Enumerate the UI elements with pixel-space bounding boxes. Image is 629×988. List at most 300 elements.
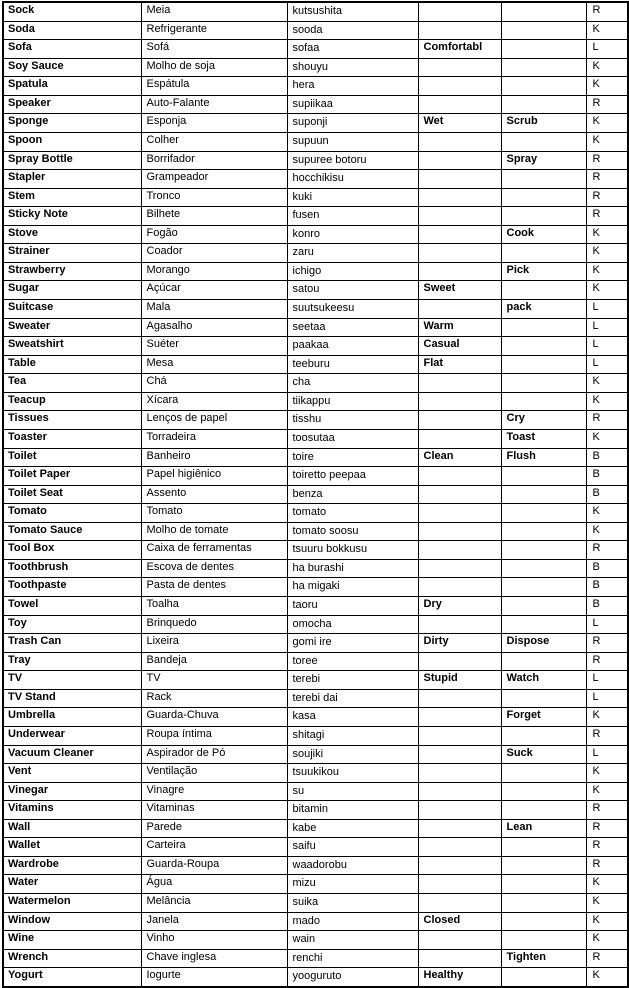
cell-category: K: [586, 392, 628, 411]
cell-verb: [501, 597, 586, 616]
cell-romaji: tsuuru bokkusu: [287, 541, 418, 560]
table-row: [3, 782, 628, 801]
cell-portuguese: Tomato: [141, 504, 287, 523]
cell-romaji: mado: [287, 912, 418, 931]
cell-english: Toaster: [3, 429, 141, 448]
cell-category: R: [586, 170, 628, 189]
cell-english: Vitamins: [3, 801, 141, 820]
cell-verb: Pick: [501, 262, 586, 281]
cell-category: K: [586, 262, 628, 281]
cell-romaji: toiretto peepaa: [287, 467, 418, 486]
cell-category: R: [586, 819, 628, 838]
cell-romaji: sofaa: [287, 40, 418, 59]
cell-english: Teacup: [3, 392, 141, 411]
table-row: [3, 374, 628, 393]
cell-category: L: [586, 40, 628, 59]
table-row: [3, 968, 628, 987]
cell-category: R: [586, 856, 628, 875]
cell-adjective: [418, 782, 501, 801]
cell-category: R: [586, 95, 628, 114]
table-row: [3, 151, 628, 170]
cell-adjective: [418, 132, 501, 151]
cell-category: K: [586, 21, 628, 40]
cell-portuguese: Pasta de dentes: [141, 578, 287, 597]
cell-romaji: yooguruto: [287, 968, 418, 987]
cell-verb: Scrub: [501, 114, 586, 133]
cell-portuguese: Torradeira: [141, 429, 287, 448]
cell-portuguese: Parede: [141, 819, 287, 838]
table-row: [3, 597, 628, 616]
cell-verb: Tighten: [501, 949, 586, 968]
cell-romaji: supuree botoru: [287, 151, 418, 170]
cell-english: Wrench: [3, 949, 141, 968]
cell-verb: [501, 801, 586, 820]
cell-category: R: [586, 151, 628, 170]
table-row: [3, 448, 628, 467]
cell-verb: pack: [501, 300, 586, 319]
cell-romaji: benza: [287, 485, 418, 504]
cell-verb: [501, 58, 586, 77]
table-row: [3, 504, 628, 523]
cell-english: Sweater: [3, 318, 141, 337]
cell-romaji: mizu: [287, 875, 418, 894]
cell-english: Speaker: [3, 95, 141, 114]
cell-adjective: [418, 615, 501, 634]
cell-portuguese: Vinagre: [141, 782, 287, 801]
table-row: [3, 244, 628, 263]
cell-english: Umbrella: [3, 708, 141, 727]
cell-adjective: [418, 411, 501, 430]
cell-adjective: [418, 2, 501, 21]
cell-adjective: [418, 819, 501, 838]
cell-romaji: hocchikisu: [287, 170, 418, 189]
cell-category: R: [586, 411, 628, 430]
cell-category: K: [586, 968, 628, 987]
cell-romaji: cha: [287, 374, 418, 393]
cell-english: Toothpaste: [3, 578, 141, 597]
cell-category: K: [586, 281, 628, 300]
cell-portuguese: Bilhete: [141, 207, 287, 226]
cell-verb: Cook: [501, 225, 586, 244]
cell-english: Tissues: [3, 411, 141, 430]
cell-adjective: [418, 949, 501, 968]
cell-adjective: [418, 77, 501, 96]
cell-verb: [501, 689, 586, 708]
cell-adjective: [418, 726, 501, 745]
cell-adjective: [418, 188, 501, 207]
cell-adjective: [418, 708, 501, 727]
table-row: [3, 708, 628, 727]
cell-romaji: kabe: [287, 819, 418, 838]
cell-english: Sugar: [3, 281, 141, 300]
cell-category: K: [586, 931, 628, 950]
table-row: [3, 411, 628, 430]
cell-portuguese: Xícara: [141, 392, 287, 411]
cell-verb: [501, 968, 586, 987]
cell-verb: [501, 467, 586, 486]
cell-portuguese: Meia: [141, 2, 287, 21]
cell-romaji: kutsushita: [287, 2, 418, 21]
cell-romaji: paakaa: [287, 337, 418, 356]
cell-verb: [501, 894, 586, 913]
table-row: [3, 188, 628, 207]
cell-english: Table: [3, 355, 141, 374]
table-row: [3, 170, 628, 189]
cell-portuguese: Brinquedo: [141, 615, 287, 634]
cell-adjective: [418, 392, 501, 411]
cell-verb: [501, 132, 586, 151]
table-row: [3, 838, 628, 857]
cell-romaji: tsuukikou: [287, 764, 418, 783]
cell-english: Wine: [3, 931, 141, 950]
table-row: [3, 2, 628, 21]
cell-verb: [501, 764, 586, 783]
cell-verb: [501, 485, 586, 504]
table-row: [3, 894, 628, 913]
cell-english: Spray Bottle: [3, 151, 141, 170]
cell-category: K: [586, 782, 628, 801]
cell-romaji: waadorobu: [287, 856, 418, 875]
table-row: [3, 522, 628, 541]
cell-verb: Watch: [501, 671, 586, 690]
cell-verb: [501, 392, 586, 411]
cell-adjective: Healthy: [418, 968, 501, 987]
table-row: [3, 615, 628, 634]
table-row: [3, 95, 628, 114]
cell-romaji: su: [287, 782, 418, 801]
cell-verb: Toast: [501, 429, 586, 448]
cell-english: Watermelon: [3, 894, 141, 913]
cell-romaji: tomato soosu: [287, 522, 418, 541]
cell-category: B: [586, 559, 628, 578]
cell-portuguese: Açúcar: [141, 281, 287, 300]
table-row: [3, 207, 628, 226]
cell-portuguese: Chave inglesa: [141, 949, 287, 968]
cell-verb: [501, 726, 586, 745]
cell-adjective: [418, 559, 501, 578]
cell-verb: [501, 856, 586, 875]
cell-english: Soda: [3, 21, 141, 40]
cell-portuguese: Rack: [141, 689, 287, 708]
cell-english: Toilet: [3, 448, 141, 467]
cell-adjective: Stupid: [418, 671, 501, 690]
cell-romaji: toree: [287, 652, 418, 671]
table-row: [3, 300, 628, 319]
cell-portuguese: Vinho: [141, 931, 287, 950]
cell-english: Spatula: [3, 77, 141, 96]
cell-category: K: [586, 522, 628, 541]
cell-verb: Forget: [501, 708, 586, 727]
cell-portuguese: Escova de dentes: [141, 559, 287, 578]
cell-category: L: [586, 689, 628, 708]
cell-english: Tea: [3, 374, 141, 393]
cell-romaji: teeburu: [287, 355, 418, 374]
cell-category: R: [586, 188, 628, 207]
cell-adjective: [418, 374, 501, 393]
cell-portuguese: Melância: [141, 894, 287, 913]
cell-verb: Lean: [501, 819, 586, 838]
cell-verb: [501, 578, 586, 597]
cell-category: K: [586, 764, 628, 783]
cell-portuguese: Tronco: [141, 188, 287, 207]
cell-romaji: ha burashi: [287, 559, 418, 578]
table-row: [3, 745, 628, 764]
cell-adjective: [418, 931, 501, 950]
cell-category: R: [586, 652, 628, 671]
cell-portuguese: Molho de tomate: [141, 522, 287, 541]
table-row: [3, 225, 628, 244]
cell-romaji: konro: [287, 225, 418, 244]
cell-english: Tool Box: [3, 541, 141, 560]
cell-adjective: [418, 207, 501, 226]
cell-english: Tomato: [3, 504, 141, 523]
cell-english: Toy: [3, 615, 141, 634]
cell-adjective: [418, 801, 501, 820]
cell-portuguese: Refrigerante: [141, 21, 287, 40]
cell-adjective: Flat: [418, 355, 501, 374]
cell-portuguese: Toalha: [141, 597, 287, 616]
cell-category: K: [586, 114, 628, 133]
cell-english: Strawberry: [3, 262, 141, 281]
table-row: [3, 281, 628, 300]
cell-portuguese: Lixeira: [141, 634, 287, 653]
cell-english: Water: [3, 875, 141, 894]
cell-adjective: [418, 894, 501, 913]
vocab-table-body: [3, 2, 628, 987]
cell-adjective: Sweet: [418, 281, 501, 300]
cell-verb: [501, 931, 586, 950]
table-row: [3, 856, 628, 875]
cell-romaji: omocha: [287, 615, 418, 634]
cell-verb: [501, 782, 586, 801]
cell-adjective: [418, 58, 501, 77]
cell-category: L: [586, 337, 628, 356]
table-row: [3, 819, 628, 838]
cell-category: R: [586, 949, 628, 968]
cell-english: Tray: [3, 652, 141, 671]
cell-english: Wallet: [3, 838, 141, 857]
cell-english: Suitcase: [3, 300, 141, 319]
cell-portuguese: Caixa de ferramentas: [141, 541, 287, 560]
cell-portuguese: Papel higiênico: [141, 467, 287, 486]
cell-romaji: suutsukeesu: [287, 300, 418, 319]
cell-english: Stove: [3, 225, 141, 244]
cell-adjective: [418, 875, 501, 894]
table-row: [3, 671, 628, 690]
cell-verb: Flush: [501, 448, 586, 467]
table-row: [3, 931, 628, 950]
cell-adjective: [418, 652, 501, 671]
cell-verb: [501, 244, 586, 263]
cell-romaji: suponji: [287, 114, 418, 133]
cell-portuguese: Lenços de papel: [141, 411, 287, 430]
cell-english: Trash Can: [3, 634, 141, 653]
table-row: [3, 541, 628, 560]
cell-verb: Suck: [501, 745, 586, 764]
cell-romaji: supuun: [287, 132, 418, 151]
cell-romaji: renchi: [287, 949, 418, 968]
cell-verb: [501, 374, 586, 393]
cell-romaji: soujiki: [287, 745, 418, 764]
vocabulary-table: [2, 1, 629, 988]
cell-adjective: [418, 151, 501, 170]
cell-portuguese: Grampeador: [141, 170, 287, 189]
cell-adjective: [418, 244, 501, 263]
cell-portuguese: Borrifador: [141, 151, 287, 170]
cell-portuguese: Colher: [141, 132, 287, 151]
cell-verb: [501, 207, 586, 226]
cell-category: B: [586, 578, 628, 597]
cell-english: Window: [3, 912, 141, 931]
cell-portuguese: Sofá: [141, 40, 287, 59]
cell-english: Stapler: [3, 170, 141, 189]
cell-romaji: taoru: [287, 597, 418, 616]
cell-verb: [501, 40, 586, 59]
cell-category: B: [586, 485, 628, 504]
cell-verb: [501, 77, 586, 96]
table-row: [3, 58, 628, 77]
cell-category: R: [586, 2, 628, 21]
cell-category: R: [586, 801, 628, 820]
cell-verb: [501, 615, 586, 634]
cell-portuguese: Auto-Falante: [141, 95, 287, 114]
cell-verb: [501, 522, 586, 541]
table-row: [3, 77, 628, 96]
cell-verb: Spray: [501, 151, 586, 170]
cell-adjective: Dry: [418, 597, 501, 616]
cell-verb: [501, 337, 586, 356]
cell-adjective: [418, 95, 501, 114]
cell-category: R: [586, 541, 628, 560]
cell-portuguese: Morango: [141, 262, 287, 281]
cell-english: TV Stand: [3, 689, 141, 708]
cell-category: L: [586, 615, 628, 634]
cell-portuguese: TV: [141, 671, 287, 690]
cell-adjective: [418, 745, 501, 764]
cell-portuguese: Janela: [141, 912, 287, 931]
cell-romaji: seetaa: [287, 318, 418, 337]
cell-verb: [501, 21, 586, 40]
cell-verb: [501, 838, 586, 857]
table-row: [3, 634, 628, 653]
cell-adjective: [418, 541, 501, 560]
cell-adjective: [418, 300, 501, 319]
cell-category: K: [586, 429, 628, 448]
table-row: [3, 355, 628, 374]
cell-english: Vinegar: [3, 782, 141, 801]
cell-romaji: fusen: [287, 207, 418, 226]
cell-portuguese: Guarda-Roupa: [141, 856, 287, 875]
cell-portuguese: Mala: [141, 300, 287, 319]
cell-verb: [501, 281, 586, 300]
cell-adjective: [418, 689, 501, 708]
table-row: [3, 578, 628, 597]
cell-portuguese: Coador: [141, 244, 287, 263]
table-row: [3, 21, 628, 40]
cell-category: L: [586, 300, 628, 319]
table-row: [3, 467, 628, 486]
cell-english: Toothbrush: [3, 559, 141, 578]
cell-adjective: [418, 764, 501, 783]
cell-category: L: [586, 355, 628, 374]
cell-adjective: Warm: [418, 318, 501, 337]
cell-category: B: [586, 597, 628, 616]
cell-english: Wardrobe: [3, 856, 141, 875]
cell-romaji: supiikaa: [287, 95, 418, 114]
cell-english: Soy Sauce: [3, 58, 141, 77]
cell-adjective: [418, 225, 501, 244]
cell-english: Towel: [3, 597, 141, 616]
table-row: [3, 949, 628, 968]
cell-portuguese: Água: [141, 875, 287, 894]
cell-romaji: toire: [287, 448, 418, 467]
table-row: [3, 764, 628, 783]
cell-adjective: [418, 262, 501, 281]
cell-adjective: [418, 578, 501, 597]
cell-adjective: Closed: [418, 912, 501, 931]
table-row: [3, 318, 628, 337]
cell-portuguese: Chá: [141, 374, 287, 393]
cell-adjective: [418, 485, 501, 504]
table-row: [3, 392, 628, 411]
cell-romaji: terebi: [287, 671, 418, 690]
cell-english: Tomato Sauce: [3, 522, 141, 541]
cell-verb: [501, 355, 586, 374]
cell-category: K: [586, 504, 628, 523]
cell-category: R: [586, 838, 628, 857]
cell-romaji: ichigo: [287, 262, 418, 281]
cell-adjective: Comfortabl: [418, 40, 501, 59]
cell-category: K: [586, 225, 628, 244]
cell-romaji: sooda: [287, 21, 418, 40]
cell-portuguese: Guarda-Chuva: [141, 708, 287, 727]
cell-portuguese: Agasalho: [141, 318, 287, 337]
cell-verb: Cry: [501, 411, 586, 430]
cell-english: Strainer: [3, 244, 141, 263]
cell-verb: [501, 652, 586, 671]
cell-verb: [501, 912, 586, 931]
table-row: [3, 875, 628, 894]
cell-english: Wall: [3, 819, 141, 838]
cell-category: K: [586, 708, 628, 727]
cell-portuguese: Molho de soja: [141, 58, 287, 77]
cell-romaji: tomato: [287, 504, 418, 523]
cell-portuguese: Suéter: [141, 337, 287, 356]
cell-adjective: [418, 467, 501, 486]
cell-category: K: [586, 374, 628, 393]
cell-portuguese: Carteira: [141, 838, 287, 857]
cell-english: Yogurt: [3, 968, 141, 987]
cell-portuguese: Espátula: [141, 77, 287, 96]
cell-verb: [501, 188, 586, 207]
cell-english: Toilet Paper: [3, 467, 141, 486]
cell-verb: [501, 875, 586, 894]
cell-category: K: [586, 244, 628, 263]
table-row: [3, 652, 628, 671]
cell-english: Sock: [3, 2, 141, 21]
table-row: [3, 132, 628, 151]
cell-verb: [501, 170, 586, 189]
cell-english: Sofa: [3, 40, 141, 59]
cell-english: Stem: [3, 188, 141, 207]
cell-romaji: suika: [287, 894, 418, 913]
cell-adjective: [418, 856, 501, 875]
cell-portuguese: Bandeja: [141, 652, 287, 671]
table-row: [3, 726, 628, 745]
cell-portuguese: Esponja: [141, 114, 287, 133]
table-row: [3, 114, 628, 133]
cell-romaji: terebi dai: [287, 689, 418, 708]
